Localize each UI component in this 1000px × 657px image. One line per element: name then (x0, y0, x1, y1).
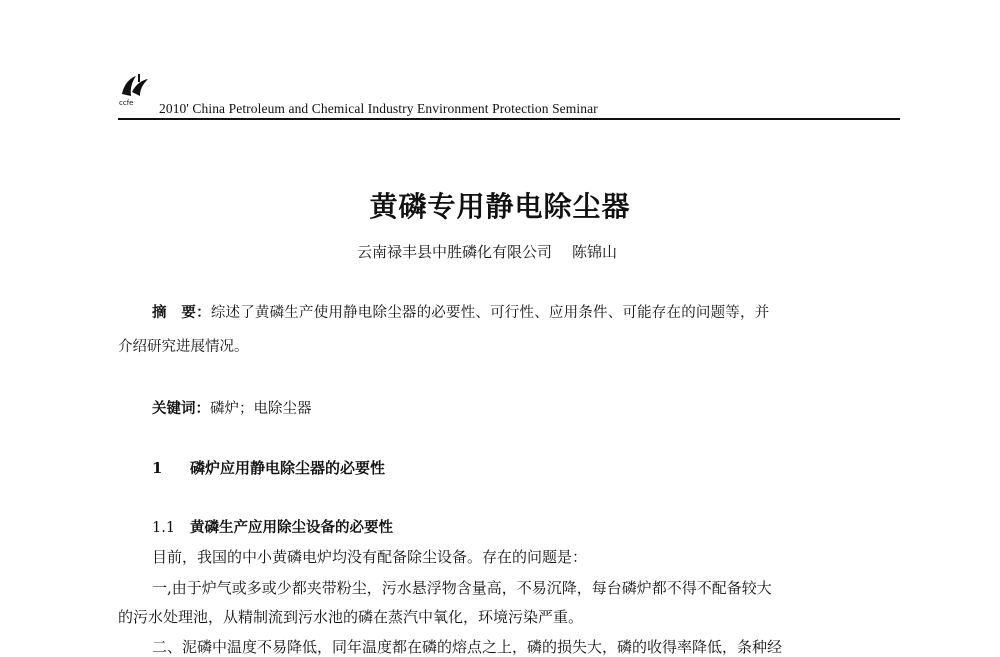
abstract-label: 摘 要： (152, 304, 211, 321)
section-1-1-heading (152, 516, 393, 537)
svg-text:ccfe: ccfe (119, 99, 134, 106)
keywords-text: 磷炉；电除尘器 (210, 401, 312, 417)
paper-title: 黄磷专用静电除尘器 (369, 190, 631, 223)
seminar-logo (118, 72, 154, 106)
author-affiliation: 云南禄丰县中胜磷化有限公司 (357, 243, 553, 261)
body-line-3: 的污水处理池，从精制流到污水池的磷在蒸汽中氧化，环境污染严重。 (118, 608, 584, 626)
section-1-heading (152, 457, 385, 478)
section-1-1-number: 1.1 (152, 520, 176, 536)
keywords (152, 397, 312, 418)
body-line-4: 二、泥磷中温度不易降低，同年温度都在磷的熔点之上，磷的损失大，磷的收得率降低，条种经 (152, 638, 783, 656)
header-seminar-title: 2010' China Petroleum and Chemical Industry Environment Protection Seminar (159, 101, 598, 116)
body-line-2: 一,由于炉气或多或少都夹带粉尘，污水悬浮物含量高，不易沉降，每台磷炉都不得不配备较大 (152, 579, 772, 597)
body-line-1: 目前，我国的中小黄磷电炉均没有配备除尘设备。存在的问题是： (152, 548, 588, 566)
abstract-text-1: 综述了黄磷生产使用静电除尘器的必要性、可行性、应用条件、可能存在的问题等，并 (210, 305, 770, 321)
author-name: 陈锦山 (572, 243, 618, 261)
section-1-number: 1 (152, 459, 163, 477)
abstract-line-1 (152, 301, 769, 322)
abstract-line-2: 介绍研究进展情况。 (118, 339, 249, 355)
section-1-title: 磷炉应用静电除尘器的必要性 (190, 459, 386, 477)
author-line (357, 241, 617, 262)
section-1-1-title: 黄磷生产应用除尘设备的必要性 (190, 519, 393, 536)
keywords-label: 关键词： (152, 400, 210, 417)
header-rule (118, 118, 900, 120)
